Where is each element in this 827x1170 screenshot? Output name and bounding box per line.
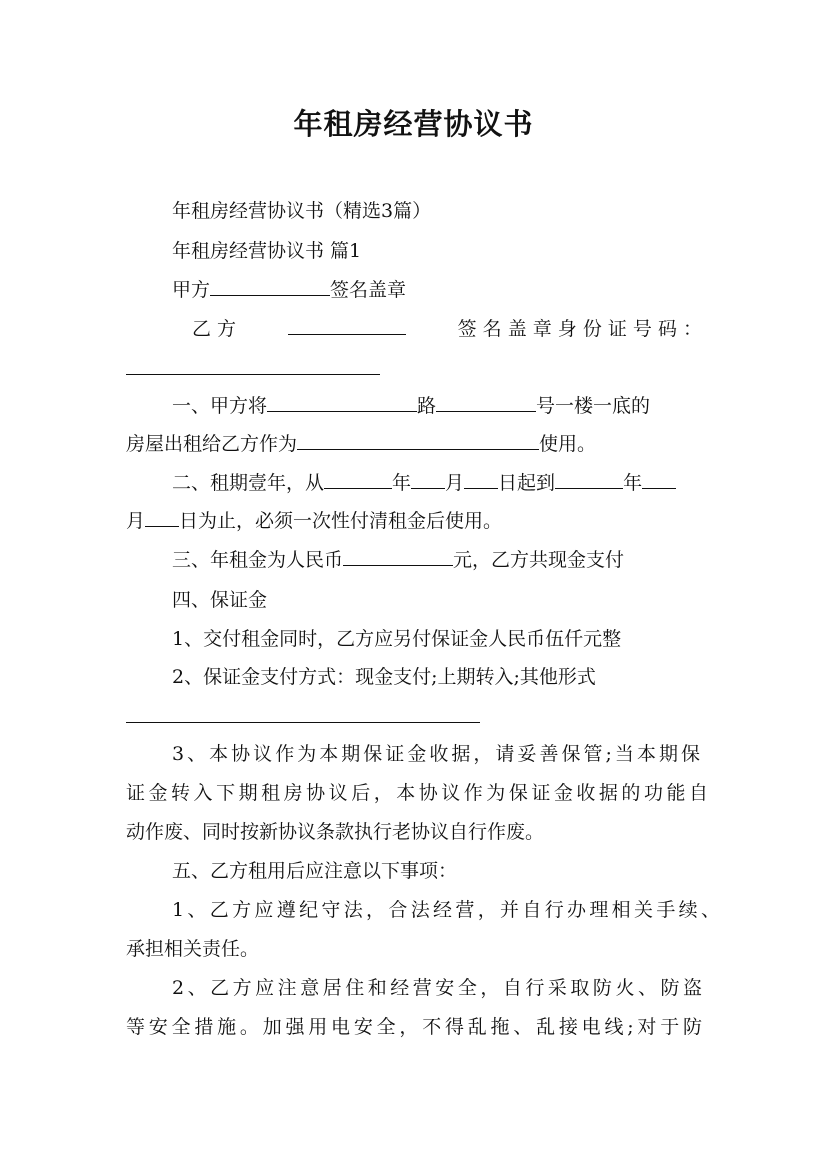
until-label: 日起到 <box>498 472 556 494</box>
document-title: 年租房经营协议书 <box>293 107 534 141</box>
clause-1-line <box>172 393 752 419</box>
clause-2-cont <box>126 508 706 534</box>
id-number-label: 签 名 盖 章 身 份 证 号 码 ： <box>457 318 702 340</box>
sign-seal-label: 签名盖章 <box>330 279 407 301</box>
party-b-label: 乙 方 <box>192 318 237 340</box>
cash-payment-label: 元，乙方共现金支付 <box>453 549 625 571</box>
clause-5-heading: 五、乙方租用后应注意以下事项： <box>172 860 458 882</box>
payment-term-text: 日为止，必须一次性付清租金后使用。 <box>179 510 503 532</box>
purpose-blank <box>297 431 539 450</box>
start-year-blank <box>324 470 392 489</box>
party-a-label: 甲方 <box>172 279 211 301</box>
number-blank <box>436 393 536 412</box>
street-blank <box>267 393 417 412</box>
deposit-item-1: 1、交付租金同时，乙方应另付保证金人民币伍仟元整 <box>172 628 622 650</box>
deposit-item-3-end: 动作废、同时按新协议条款执行老协议自行作废。 <box>126 821 545 843</box>
notice-item-2-cont: 等安全措施。加强用电安全，不得乱拖、乱接电线;对于防 <box>126 1016 702 1038</box>
year-label: 年 <box>392 472 412 494</box>
section-heading: 年租房经营协议书 篇1 <box>172 240 362 262</box>
other-form-blank <box>126 722 480 723</box>
end-day-blank <box>145 508 179 527</box>
rent-amount-blank <box>343 547 453 566</box>
subtitle-line: 年租房经营协议书（精选3篇） <box>172 200 432 222</box>
purpose-label: 房屋出租给乙方作为 <box>126 433 298 455</box>
end-month-blank <box>642 470 676 489</box>
deposit-item-3: 3、本协议作为本期保证金收据，请妥善保管;当本期保 <box>172 743 700 765</box>
end-year-blank <box>555 470 623 489</box>
end-month-label: 月 <box>126 510 146 532</box>
party-a-blank <box>210 277 330 296</box>
term-label: 二、租期壹年，从 <box>172 472 325 494</box>
notice-item-1-cont: 承担相关责任。 <box>126 938 260 960</box>
month-label: 月 <box>445 472 465 494</box>
road-label: 路 <box>417 395 437 417</box>
clause-2-line <box>172 470 752 496</box>
clause-1-cont <box>126 431 706 457</box>
rent-label: 三、年租金为人民币 <box>172 549 344 571</box>
use-label: 使用。 <box>539 433 597 455</box>
id-number-blank <box>126 374 380 375</box>
deposit-item-3-cont: 证金转入下期租房协议后，本协议作为保证金收据的功能自 <box>126 782 708 804</box>
clause-4-heading: 四、保证金 <box>172 589 268 611</box>
party-b-blank <box>288 316 406 335</box>
deposit-item-2: 2、保证金支付方式：现金支付;上期转入;其他形式 <box>172 666 596 688</box>
party-a-line <box>172 277 752 303</box>
start-day-blank <box>464 470 498 489</box>
end-year-label: 年 <box>623 472 643 494</box>
unit-label: 号一楼一底的 <box>536 395 651 417</box>
party-b-line <box>192 316 702 342</box>
notice-item-1: 1、乙方应遵纪守法，合法经营，并自行办理相关手续、 <box>172 899 720 921</box>
clause-3-line <box>172 547 752 573</box>
clause-1-text: 一、甲方将 <box>172 395 268 417</box>
start-month-blank <box>411 470 445 489</box>
notice-item-2: 2、乙方应注意居住和经营安全，自行采取防火、防盗 <box>172 977 702 999</box>
